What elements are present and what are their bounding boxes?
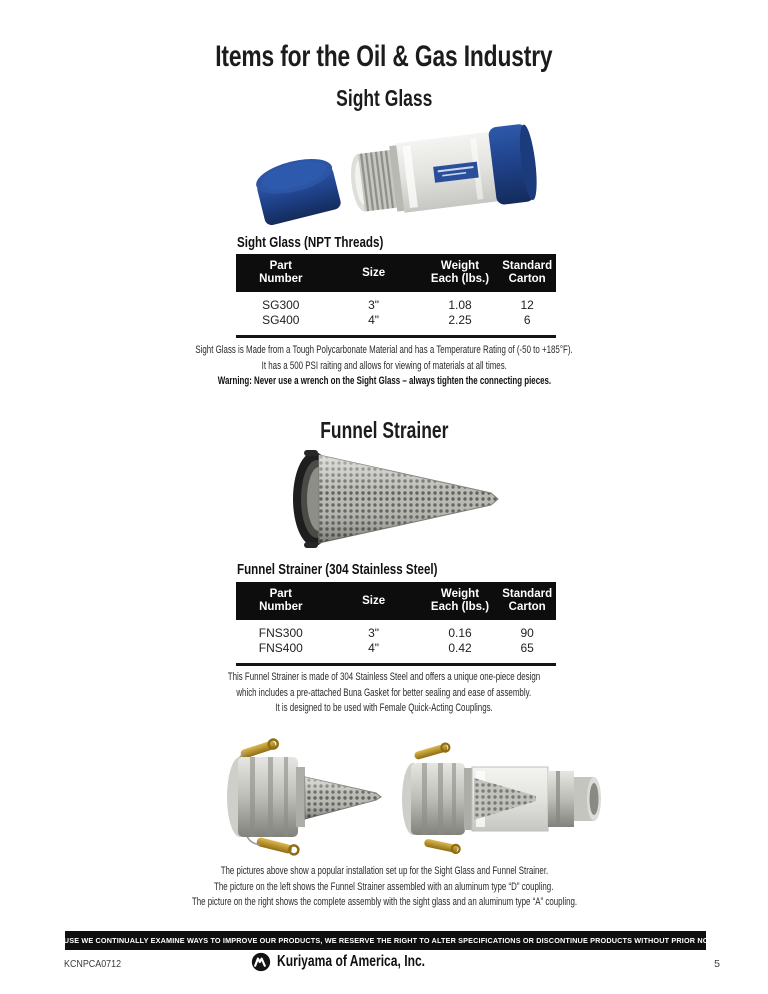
installation-description: The pictures above show a popular installation set up for the Sight Glass and Funnel Strainer. The picture on the left shows the Funnel Strainer assembled with an aluminum type “D” coupling. The picture on the right shows the complete assembly with the sight glass and an aluminum type “A” coupling. — [191, 865, 577, 908]
page-title — [0, 40, 768, 74]
funnel-strainer-table — [236, 582, 556, 666]
sight-glass-description: Sight Glass is Made from a Tough Polycarbonate Material and has a Temperature Rating of (-50 to +185°F). It has a 500 PSI raiting and allows for viewing of materials at all times. Warning: Never use a wrench on the Sight Glass – always tighten the connecting pieces. — [195, 344, 573, 387]
table-row: SG400 4" 2.25 6 — [262, 313, 531, 327]
page-number: 5 — [714, 958, 720, 970]
sight-glass-table-title: Sight Glass (NPT Threads) — [237, 235, 384, 251]
glass-tube — [347, 123, 540, 223]
header-cell: Standard Carton — [502, 260, 553, 285]
table-header-row — [236, 582, 556, 620]
funnel-strainer-heading: Funnel Strainer — [319, 417, 449, 443]
funnel-strainer-photo — [288, 448, 506, 550]
header-cell: Weight Each (lbs.) — [430, 260, 490, 285]
full-assembly-photo — [396, 740, 614, 858]
funnel-strainer-description: This Funnel Strainer is made of 304 Stainless Steel and offers a unique one-piece design which includes a pre-attached Buna Gasket for better sealing and ease of assembly. It is designed to be used with Female Quick-Acting Couplings. — [227, 671, 541, 714]
sight-glass-table — [236, 254, 556, 338]
table-row: SG300 3" 1.08 12 — [262, 298, 534, 312]
header-cell: Size — [362, 266, 386, 279]
sight-glass-photo — [238, 112, 548, 238]
catalog-code: KCNPCA0712 — [64, 958, 122, 970]
kuriyama-logo-icon — [251, 952, 271, 972]
table-body — [236, 292, 556, 338]
sight-glass-illustration — [238, 112, 548, 238]
table-body — [236, 620, 556, 666]
sight-glass-heading: Sight Glass — [335, 85, 433, 111]
cam-arm-icon — [240, 740, 277, 760]
funnel-strainer-illustration — [288, 448, 506, 550]
notice-banner: BECAUSE WE CONTINUALLY EXAMINE WAYS TO IMPROVE OUR PRODUCTS, WE RESERVE THE RIGHT TO ALTER SPECIFICATIONS OR DISCONTINUE PRODUCTS WITHOUT PRIOR NOTICE. — [65, 931, 706, 950]
blue-cap — [253, 152, 342, 226]
table-row: FNS400 4" 0.42 65 — [258, 641, 534, 655]
header-cell: Size — [362, 594, 386, 607]
header-cell: Weight Each (lbs.) — [430, 588, 490, 613]
strainer-coupling-photo — [216, 735, 388, 859]
header-cell: Standard Carton — [502, 588, 553, 613]
page-title-text: Items for the Oil & Gas Industry — [215, 40, 553, 73]
cam-arm-icon — [256, 837, 293, 854]
full-assembly-illustration — [396, 740, 614, 858]
table-row: FNS300 3" 0.16 90 — [258, 626, 534, 640]
table-header-row — [236, 254, 556, 292]
header-cell: Part Number — [259, 260, 303, 285]
company-name: Kuriyama of America, Inc. — [277, 953, 426, 970]
strainer-coupling-illustration — [216, 735, 388, 859]
funnel-strainer-table-title: Funnel Strainer (304 Stainless Steel) — [237, 562, 438, 578]
header-cell: Part Number — [259, 588, 303, 613]
company-brand — [251, 952, 467, 972]
